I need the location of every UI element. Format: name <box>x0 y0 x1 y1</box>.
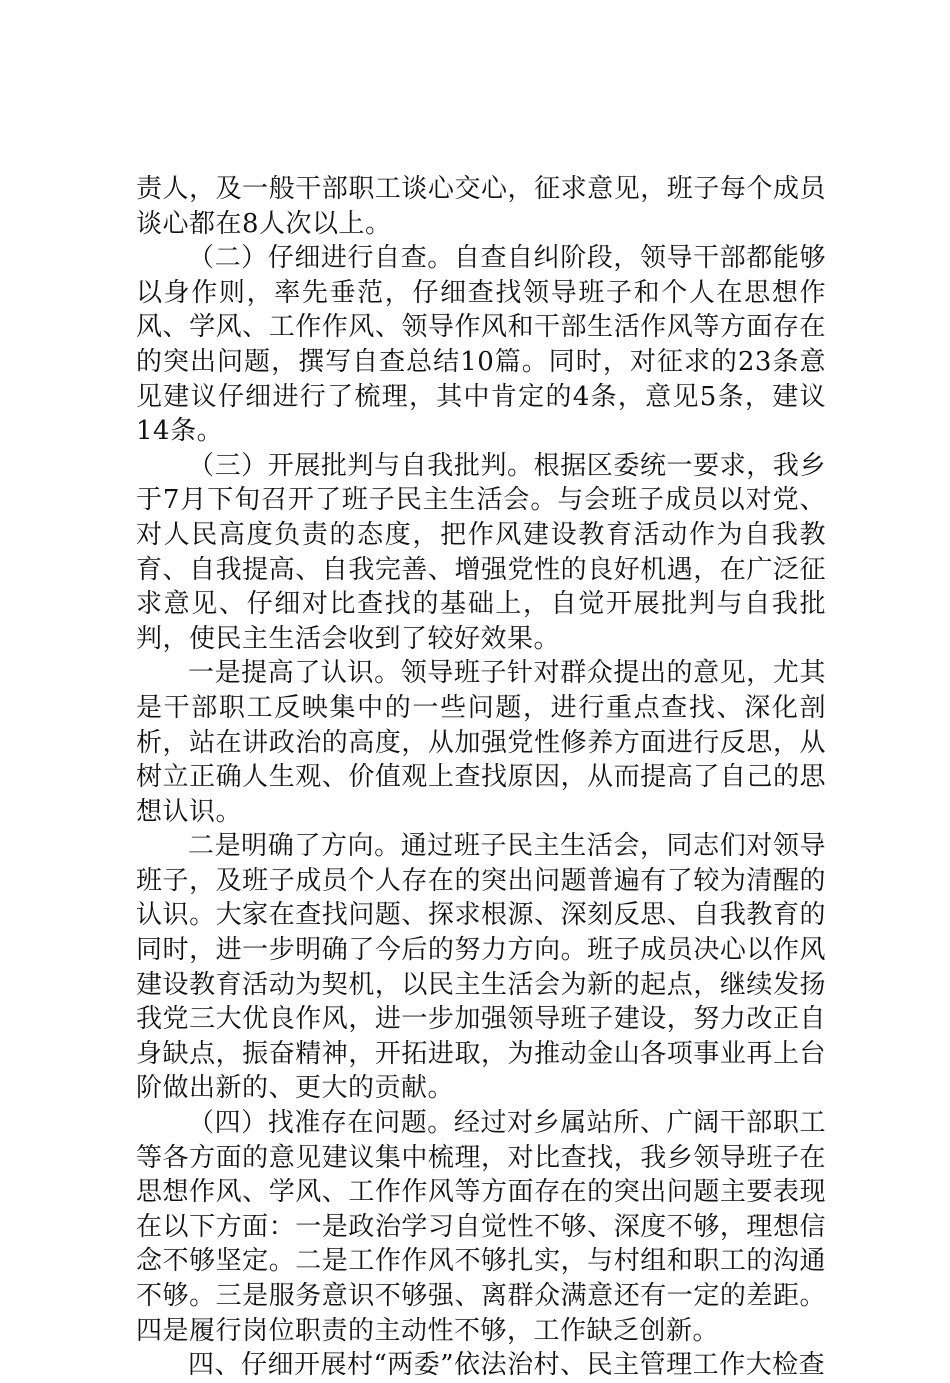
paragraph-clarified-direction: 二是明确了方向。通过班子民主生活会，同志们对领导班子，及班子成员个人存在的突出问题普遍有了较为清醒的认识。大家在查找问题、探求根源、深刻反思、自我教育的同时，进一步明确了今后的努力方向。班子成员决心以作风建设教育活动为契机，以民主生活会为新的起点，继续发扬我党三大优良作风，进一步加强领导班子建设，努力改正自身缺点，振奋精神，开拓进取，为推动金山各项事业再上台阶做出新的、更大的贡献。 <box>136 831 826 1104</box>
section-heading-village-inspection: 四、仔细开展村“两委”依法治村、民主管理工作大检查 <box>188 1350 826 1381</box>
paragraph-self-inspection: （二）仔细进行自查。自查自纠阶段，领导干部都能够以身作则，率先垂范，仔细查找领导班子和个人在思想作风、学风、工作作风、领导作风和干部生活作风等方面存在的突出问题，撰写自查总结10篇。同时，对征求的23条意见建议仔细进行了梳理，其中肯定的4条，意见5条，建议14条。 <box>136 243 826 447</box>
paragraph-identify-problems: （四）找准存在问题。经过对乡属站所、广阔干部职工等各方面的意见建议集中梳理，对比查找，我乡领导班子在思想作风、学风、工作作风等方面存在的突出问题主要表现在以下方面：一是政治学习自觉性不够、深度不够，理想信念不够坚定。二是工作作风不够扎实，与村组和职工的沟通不够。三是服务意识不够强、离群众满意还有一定的差距。四是履行岗位职责的主动性不够，工作缺乏创新。 <box>136 1108 826 1346</box>
paragraph-raised-awareness: 一是提高了认识。领导班子针对群众提出的意见，尤其是干部职工反映集中的一些问题，进行重点查找、深化剖析，站在讲政治的高度，从加强党性修养方面进行反思，从树立正确人生观、价值观上查找原因，从而提高了自己的思想认识。 <box>136 658 826 827</box>
paragraph-talks-continuation: 责人，及一般干部职工谈心交心，征求意见，班子每个成员谈心都在8人次以上。 <box>136 174 826 239</box>
document-body <box>136 172 826 1383</box>
paragraph-criticism-self-criticism: （三）开展批判与自我批判。根据区委统一要求，我乡于7月下旬召开了班子民主生活会。与会班子成员以对党、对人民高度负责的态度，把作风建设教育活动作为自我教育、自我提高、自我完善、增强党性的良好机遇，在广泛征求意见、仔细对比查找的基础上，自觉开展批判与自我批判，使民主生活会收到了较好效果。 <box>136 450 826 654</box>
